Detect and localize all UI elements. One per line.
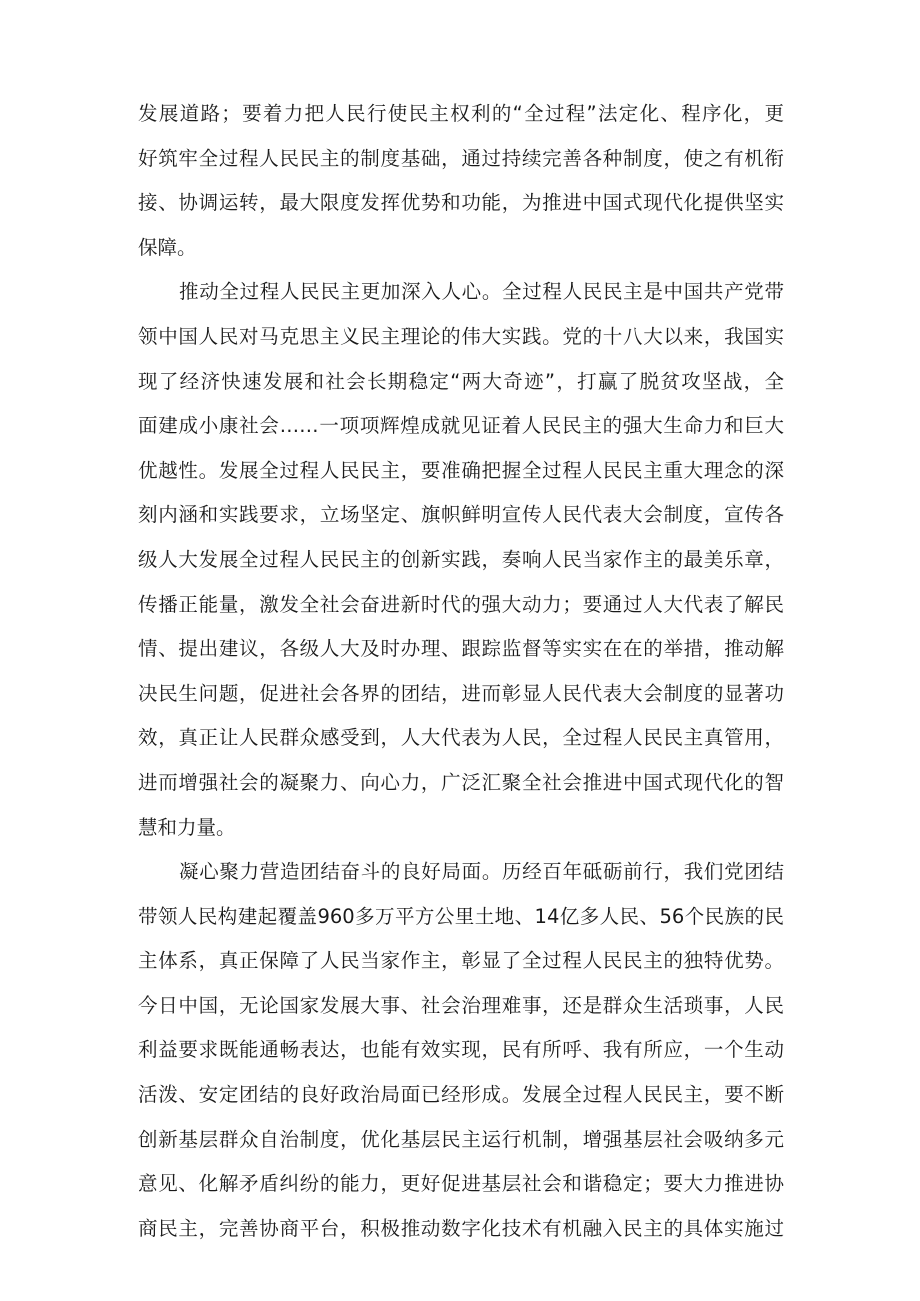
paragraph [138, 92, 784, 270]
text-line: 凝心聚力营造团结奋斗的良好局面。历经百年砥砺前行，我们党团结 [179, 860, 784, 884]
text-line: 现了经济快速发展和社会长期稳定“两大奇迹”，打赢了脱贫攻坚战，全 [138, 369, 784, 393]
text-line: 活泼、安定团结的良好政治局面已经形成。发展全过程人民民主，要不断 [138, 1083, 784, 1107]
text-line: 今日中国，无论国家发展大事、社会治理难事，还是群众生活琐事，人民 [138, 993, 784, 1017]
text-line: 商民主，完善协商平台，积极推动数字化技术有机融入民主的具体实施过 [138, 1216, 784, 1240]
paragraph [138, 270, 784, 850]
text-line: 决民生问题，促进社会各界的团结，进而彰显人民代表大会制度的显著功 [138, 681, 784, 705]
text-line: 意见、化解矛盾纠纷的能力，更好促进基层社会和谐稳定；要大力推进协 [138, 1172, 784, 1196]
text-line: 领中国人民对马克思主义民主理论的伟大实践。党的十八大以来，我国实 [138, 324, 784, 348]
text-line: 利益要求既能通畅表达，也能有效实现，民有所呼、我有所应，一个生动 [138, 1038, 784, 1062]
text-line: 好筑牢全过程人民民主的制度基础，通过持续完善各种制度，使之有机衔 [138, 146, 784, 170]
text-line: 带领人民构建起覆盖960多万平方公里土地、14亿多人民、56个民族的民 [138, 904, 784, 928]
text-line: 效，真正让人民群众感受到，人大代表为人民，全过程人民民主真管用， [138, 726, 784, 750]
text-line: 情、提出建议，各级人大及时办理、跟踪监督等实实在在的举措，推动解 [138, 637, 784, 661]
text-line: 主体系，真正保障了人民当家作主，彰显了全过程人民民主的独特优势。 [138, 949, 784, 973]
text-line: 推动全过程人民民主更加深入人心。全过程人民民主是中国共产党带 [179, 280, 784, 304]
text-line: 保障。 [138, 235, 197, 259]
text-line: 慧和力量。 [138, 815, 236, 839]
text-line: 发展道路；要着力把人民行使民主权利的“全过程”法定化、程序化，更 [138, 102, 784, 125]
document-body [138, 92, 784, 1251]
text-line: 优越性。发展全过程人民民主，要准确把握全过程人民民主重大理念的深 [138, 458, 784, 482]
text-line: 接、协调运转，最大限度发挥优势和功能，为推进中国式现代化提供坚实 [138, 191, 784, 215]
paragraph [138, 850, 784, 1251]
text-line: 面建成小康社会……一项项辉煌成就见证着人民民主的强大生命力和巨大 [138, 414, 784, 438]
text-line: 进而增强社会的凝聚力、向心力，广泛汇聚全社会推进中国式现代化的智 [138, 770, 784, 794]
text-line: 创新基层群众自治制度，优化基层民主运行机制，增强基层社会吸纳多元 [138, 1127, 784, 1151]
text-line: 传播正能量，激发全社会奋进新时代的强大动力；要通过人大代表了解民 [138, 592, 784, 616]
text-line: 刻内涵和实践要求，立场坚定、旗帜鲜明宣传人民代表大会制度，宣传各 [138, 503, 784, 527]
text-line: 级人大发展全过程人民民主的创新实践，奏响人民当家作主的最美乐章， [138, 547, 784, 571]
